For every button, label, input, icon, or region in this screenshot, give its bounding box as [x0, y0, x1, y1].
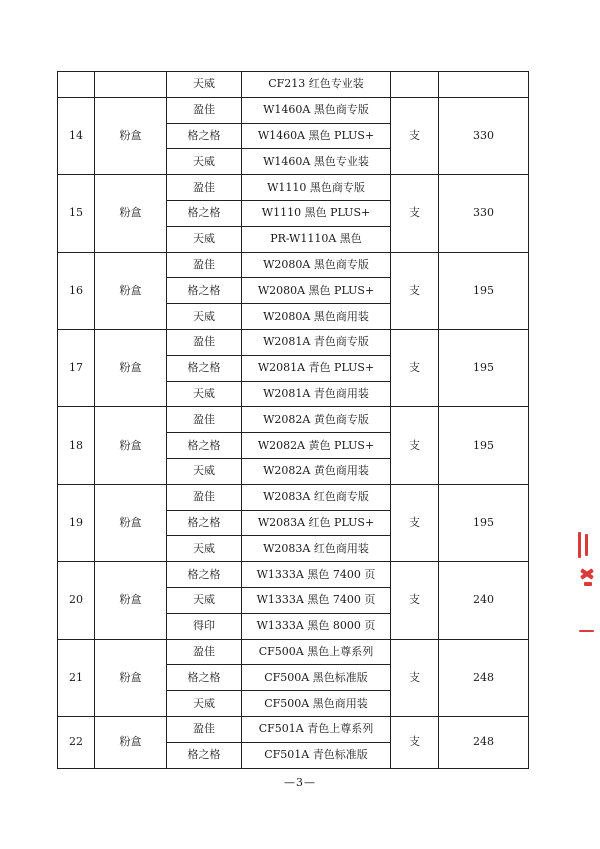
- cell-product: W2083A 红色 PLUS+: [242, 510, 391, 536]
- cell-category: 粉盒: [95, 562, 167, 639]
- cell-no: 16: [58, 252, 95, 329]
- cell-price: 330: [439, 175, 529, 252]
- cell-product: W1460A 黑色专业装: [242, 149, 391, 175]
- cell-product: CF501A 青色上尊系列: [242, 716, 391, 742]
- cell-brand: 得印: [167, 613, 242, 639]
- cell-brand: 盈佳: [167, 484, 242, 510]
- table-row: [58, 97, 529, 123]
- cell-category: 粉盒: [95, 484, 167, 561]
- cell-brand: 格之格: [167, 200, 242, 226]
- cell-no: 22: [58, 716, 95, 768]
- cell-brand: 天威: [167, 536, 242, 562]
- cell-brand: 盈佳: [167, 407, 242, 433]
- cell-category: 粉盒: [95, 407, 167, 484]
- cell-unit: 支: [391, 407, 439, 484]
- product-price-table-container: [57, 71, 529, 769]
- cell-price: 195: [439, 484, 529, 561]
- table-row: [58, 562, 529, 588]
- cell-brand: 格之格: [167, 742, 242, 768]
- table-row: [58, 407, 529, 433]
- cell-category: 粉盒: [95, 639, 167, 716]
- cell-unit: 支: [391, 175, 439, 252]
- cell-brand: 格之格: [167, 278, 242, 304]
- cell-product: W2080A 黑色商专版: [242, 252, 391, 278]
- cell-brand: 盈佳: [167, 97, 242, 123]
- page-number: —3—: [284, 776, 316, 789]
- cell-unit: 支: [391, 484, 439, 561]
- cell-brand: 天威: [167, 691, 242, 717]
- cell-brand: 格之格: [167, 123, 242, 149]
- cell-brand: 天威: [167, 587, 242, 613]
- table-row: [58, 639, 529, 665]
- cell-product: CF501A 青色标准版: [242, 742, 391, 768]
- table-row: [58, 484, 529, 510]
- cell-brand: 盈佳: [167, 252, 242, 278]
- cell-unit: 支: [391, 97, 439, 174]
- seal-stroke: [585, 534, 588, 556]
- cell-product: W2080A 黑色 PLUS+: [242, 278, 391, 304]
- cell-unit: 支: [391, 716, 439, 768]
- cell-price: 248: [439, 639, 529, 716]
- cell-no: 18: [58, 407, 95, 484]
- cell-brand: 格之格: [167, 665, 242, 691]
- cell-no: 21: [58, 639, 95, 716]
- cell-product: W2083A 红色商专版: [242, 484, 391, 510]
- cell-category: 粉盒: [95, 329, 167, 406]
- cell-no: 20: [58, 562, 95, 639]
- red-seal-stamp-fragment: [576, 520, 600, 650]
- cell-product: W1333A 黑色 8000 页: [242, 613, 391, 639]
- cell-price: [439, 72, 529, 98]
- cell-product: W2082A 黄色商专版: [242, 407, 391, 433]
- cell-brand: 天威: [167, 381, 242, 407]
- seal-stroke: [578, 532, 581, 558]
- cell-no: 19: [58, 484, 95, 561]
- cell-category: [95, 72, 167, 98]
- cell-price: 248: [439, 716, 529, 768]
- cell-unit: 支: [391, 639, 439, 716]
- cell-brand: 格之格: [167, 510, 242, 536]
- cell-brand: 天威: [167, 72, 242, 98]
- cell-price: 195: [439, 252, 529, 329]
- cell-product: W2081A 青色 PLUS+: [242, 355, 391, 381]
- cell-no: 15: [58, 175, 95, 252]
- cell-product: W1460A 黑色商专版: [242, 97, 391, 123]
- cell-price: 195: [439, 329, 529, 406]
- seal-stroke: [579, 630, 594, 632]
- cell-brand: 天威: [167, 149, 242, 175]
- cell-product: CF500A 黑色上尊系列: [242, 639, 391, 665]
- cell-price: 330: [439, 97, 529, 174]
- product-price-table: [57, 71, 529, 769]
- cell-product: W2080A 黑色商用装: [242, 304, 391, 330]
- cell-brand: 盈佳: [167, 639, 242, 665]
- table-row: [58, 175, 529, 201]
- cell-brand: 盈佳: [167, 329, 242, 355]
- cell-category: 粉盒: [95, 97, 167, 174]
- cell-product: W2081A 青色商用装: [242, 381, 391, 407]
- cell-product: W1110 黑色商专版: [242, 175, 391, 201]
- cell-category: 粉盒: [95, 716, 167, 768]
- cell-product: W2082A 黄色 PLUS+: [242, 433, 391, 459]
- cell-brand: 盈佳: [167, 716, 242, 742]
- cell-product: W1110 黑色 PLUS+: [242, 200, 391, 226]
- cell-category: 粉盒: [95, 175, 167, 252]
- cell-product: CF500A 黑色商用装: [242, 691, 391, 717]
- cell-no: 14: [58, 97, 95, 174]
- cell-brand: 格之格: [167, 433, 242, 459]
- cell-no: 17: [58, 329, 95, 406]
- cell-product: CF213 红色专业装: [242, 72, 391, 98]
- cell-category: 粉盒: [95, 252, 167, 329]
- cell-price: 195: [439, 407, 529, 484]
- cell-unit: [391, 72, 439, 98]
- cell-product: W1333A 黑色 7400 页: [242, 562, 391, 588]
- cell-brand: 天威: [167, 458, 242, 484]
- cell-product: W2083A 红色商用装: [242, 536, 391, 562]
- cell-product: CF500A 黑色标准版: [242, 665, 391, 691]
- cell-unit: 支: [391, 252, 439, 329]
- cell-brand: 盈佳: [167, 175, 242, 201]
- cell-unit: 支: [391, 562, 439, 639]
- cell-brand: 格之格: [167, 562, 242, 588]
- cell-product: W1333A 黑色 7400 页: [242, 587, 391, 613]
- table-row: [58, 716, 529, 742]
- cell-product: W1460A 黑色 PLUS+: [242, 123, 391, 149]
- cell-product: PR-W1110A 黑色: [242, 226, 391, 252]
- cell-brand: 天威: [167, 304, 242, 330]
- cell-product: W2081A 青色商专版: [242, 329, 391, 355]
- seal-stroke: [584, 582, 592, 586]
- table-row-continued: [58, 72, 529, 98]
- cell-unit: 支: [391, 329, 439, 406]
- cell-product: W2082A 黄色商用装: [242, 458, 391, 484]
- cell-brand: 天威: [167, 226, 242, 252]
- cell-brand: 格之格: [167, 355, 242, 381]
- cell-price: 240: [439, 562, 529, 639]
- table-row: [58, 329, 529, 355]
- cell-no: [58, 72, 95, 98]
- table-row: [58, 252, 529, 278]
